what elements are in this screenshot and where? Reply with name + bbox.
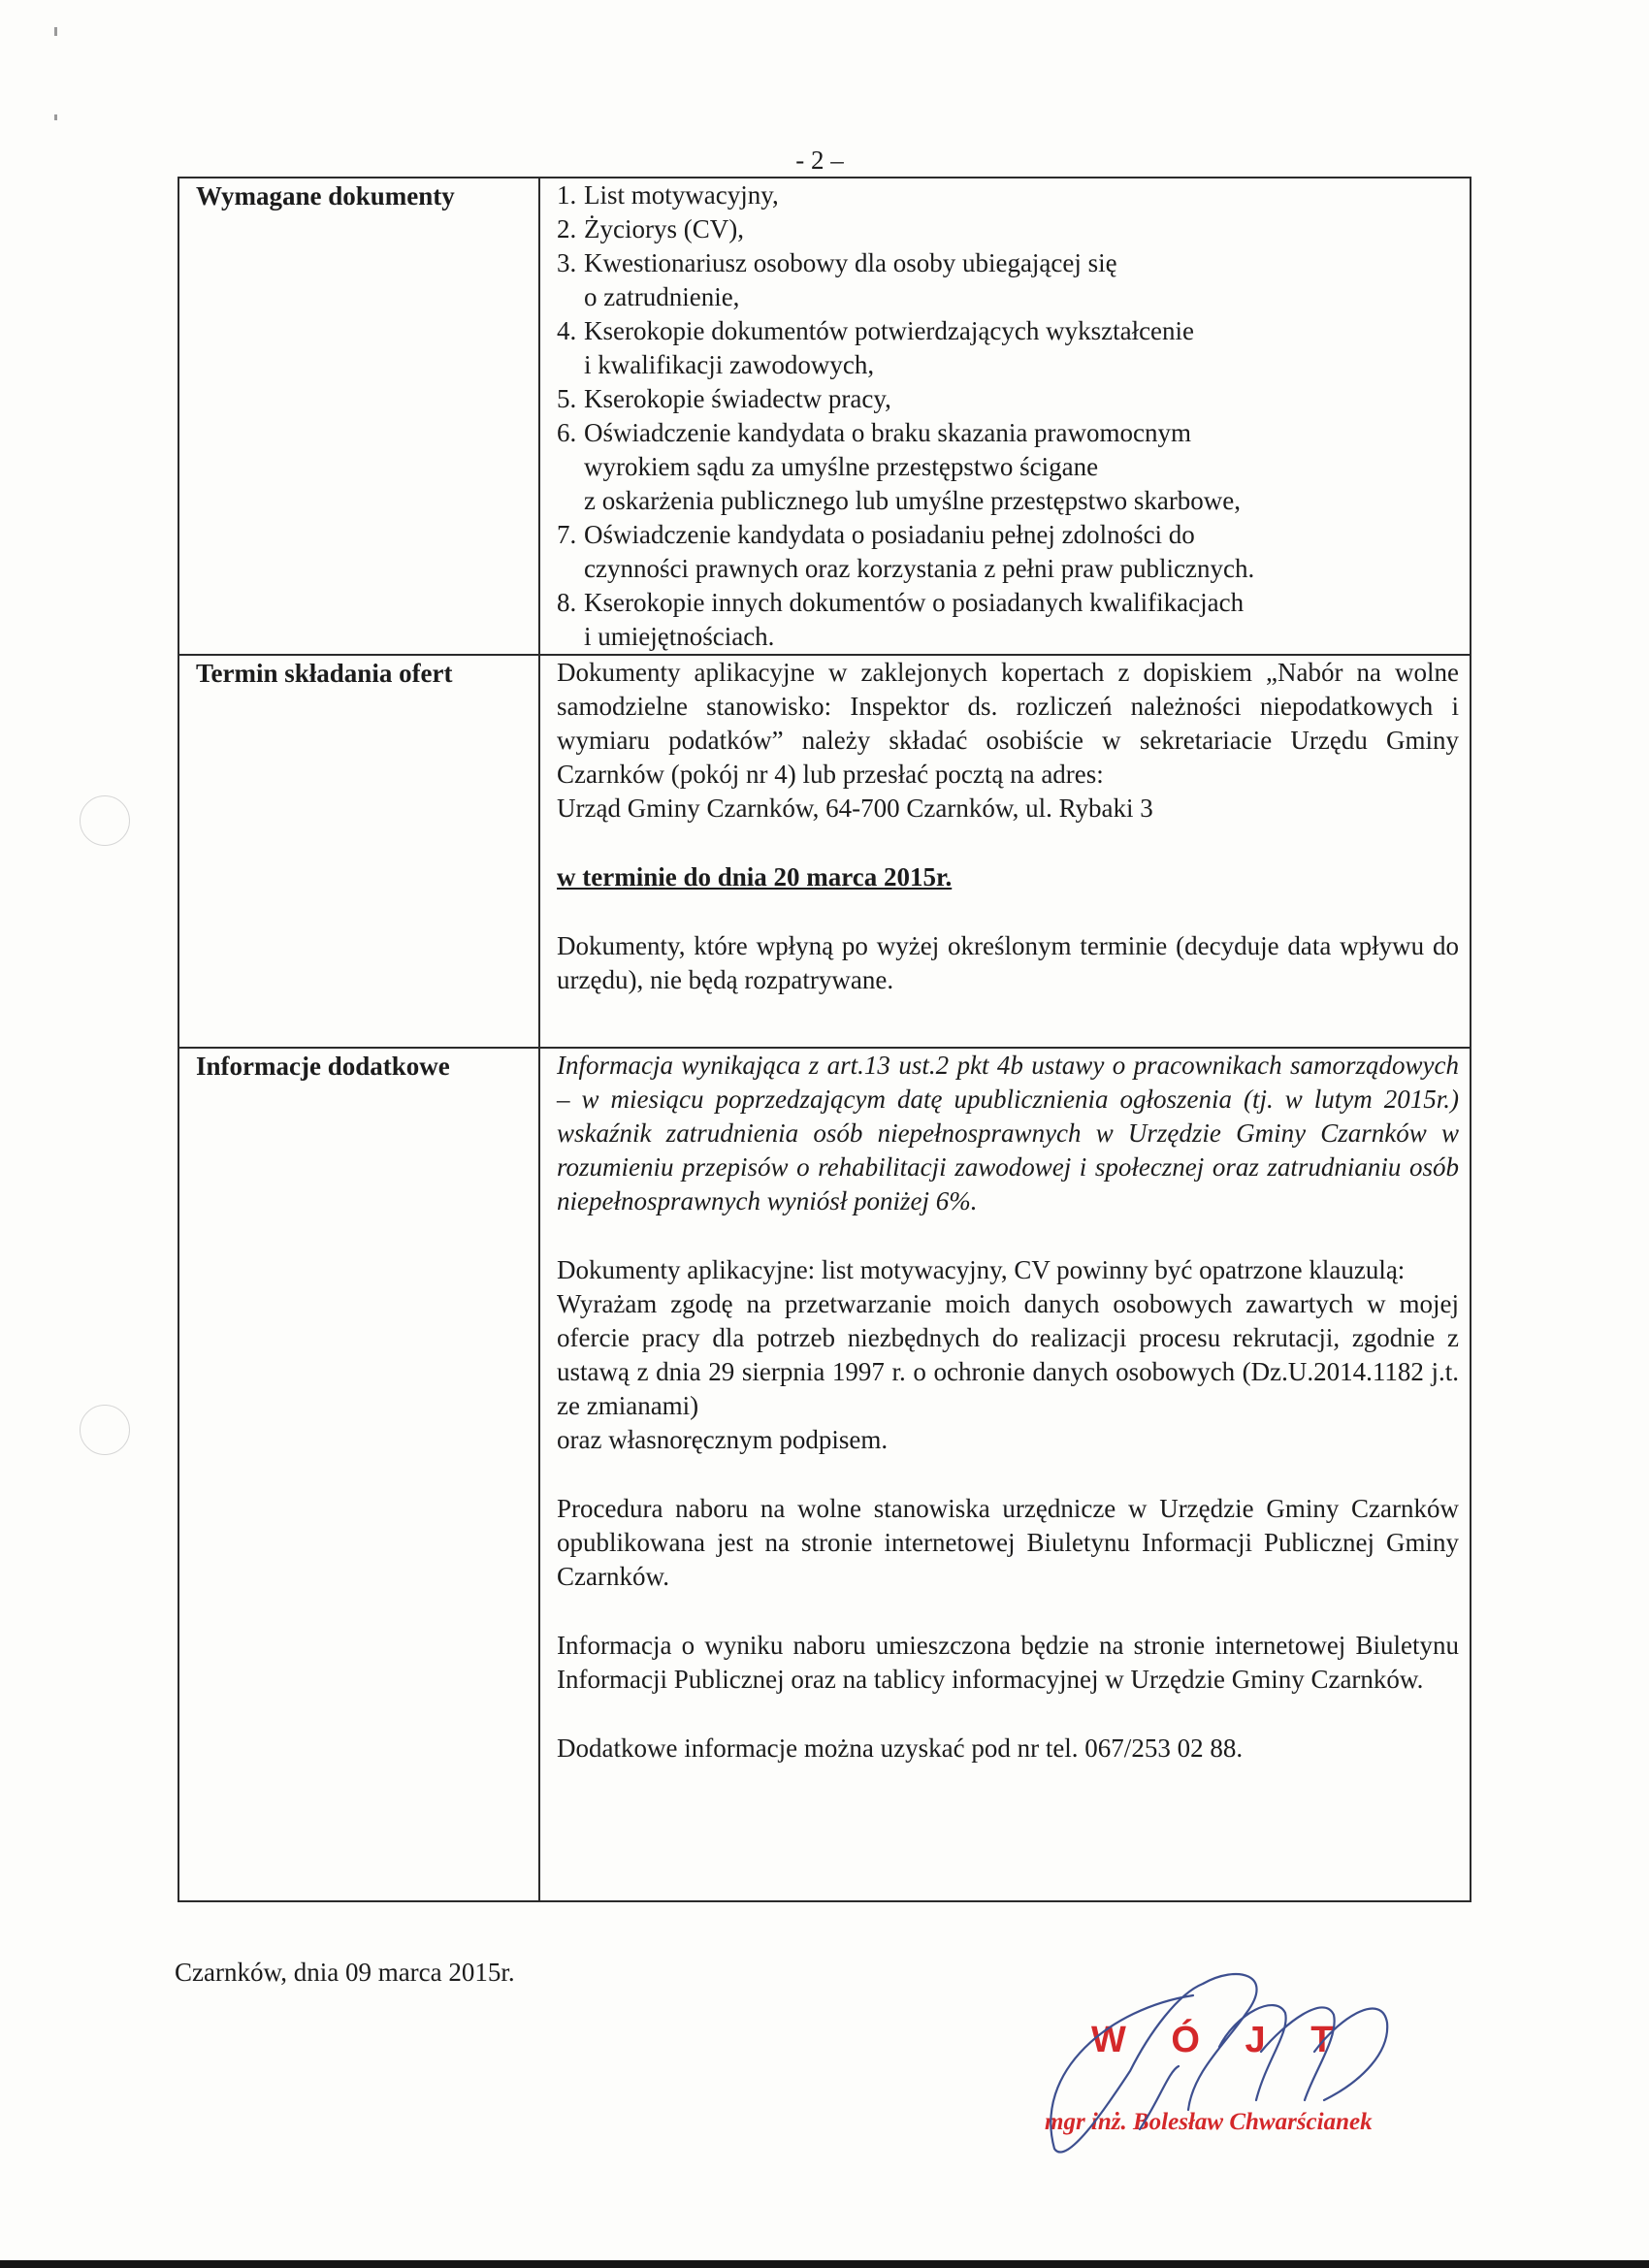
list-item-line: wyrokiem sądu za umyślne przestępstwo ścigane: [584, 452, 1099, 481]
row-label: Wymagane dokumenty: [178, 178, 539, 655]
list-item-line: List motywacyjny,: [584, 180, 779, 210]
list-item-line: z oskarżenia publicznego lub umyślne przestępstwo skarbowe,: [584, 486, 1242, 515]
list-item: [557, 314, 1459, 382]
stamp-title: W Ó J T: [1091, 2020, 1351, 2060]
list-item-number: 6.: [557, 418, 577, 447]
list-item: [557, 416, 1459, 518]
list-item: [557, 246, 1459, 314]
table-row: [178, 178, 1471, 655]
result-info: Informacja o wyniku naboru umieszczona będzie na stronie internetowej Biuletynu Informacji Publicznej oraz na tablicy informacyjnej w Urzędzie Gminy Czarnków.: [557, 1631, 1459, 1694]
deadline-date: w terminie do dnia 20 marca 2015r.: [557, 862, 953, 891]
list-item-line: Kserokopie dokumentów potwierdzających wykształcenie: [584, 316, 1195, 345]
announcement-table: [178, 177, 1471, 1902]
scan-tick: [54, 27, 57, 36]
list-item-line: i umiejętnościach.: [584, 622, 775, 651]
list-item-number: 8.: [557, 588, 577, 617]
row-content: [539, 1048, 1471, 1901]
list-item: [557, 586, 1459, 654]
row-label: Informacje dodatkowe: [178, 1048, 539, 1901]
list-item: [557, 518, 1459, 586]
list-item-line: Kserokopie innych dokumentów o posiadanych kwalifikacjach: [584, 588, 1245, 617]
list-item: [557, 178, 1459, 212]
list-item-number: 2.: [557, 214, 577, 243]
list-item-number: 3.: [557, 248, 577, 277]
list-item-line: Oświadczenie kandydata o posiadaniu pełnej zdolności do: [584, 520, 1195, 549]
disability-employment-info: Informacja wynikająca z art.13 ust.2 pkt 4b ustawy o pracownikach samorządowych – w miesiącu poprzedzającym datę upublicznienia ogłoszenia (tj. w lutym 2015r.) wskaźnik zatrudnienia osób niepełnosprawnych w Urzędzie Gminy Czarnków w rozumieniu przepisów o rehabilitacji zawodowej i społecznej oraz zatrudnianiu osób niepełnosprawnych wyniósł poniżej 6%.: [557, 1051, 1459, 1215]
list-item-line: czynności prawnych oraz korzystania z pełni praw publicznych.: [584, 554, 1255, 583]
list-item-line: Kwestionariusz osobowy dla osoby ubiegającej się: [584, 248, 1117, 277]
list-item: [557, 212, 1459, 246]
stamp-name: mgr inż. Bolesław Chwarścianek: [1045, 2109, 1373, 2135]
page-number: - 2 –: [795, 146, 844, 175]
office-address: Urząd Gminy Czarnków, 64-700 Czarnków, ul. Rybaki 3: [557, 794, 1153, 823]
scan-punch-hole: [80, 795, 130, 846]
procedure-info: Procedura naboru na wolne stanowiska urzędnicze w Urzędzie Gminy Czarnków opublikowana jest na stronie internetowej Biuletynu Informacji Publicznej Gminy Czarnków.: [557, 1494, 1459, 1591]
list-item-number: 4.: [557, 316, 577, 345]
list-item-line: i kwalifikacji zawodowych,: [584, 350, 875, 379]
list-item-line: Oświadczenie kandydata o braku skazania prawomocnym: [584, 418, 1192, 447]
clause-intro: Dokumenty aplikacyjne: list motywacyjny, CV powinny być opatrzone klauzulą:: [557, 1255, 1406, 1284]
scan-edge: [0, 2260, 1649, 2268]
list-item-number: 1.: [557, 180, 577, 210]
list-item-line: Kserokopie świadectw pracy,: [584, 384, 891, 413]
list-item-number: 5.: [557, 384, 577, 413]
row-content: [539, 655, 1471, 1048]
place-and-date: Czarnków, dnia 09 marca 2015r.: [175, 1958, 515, 1987]
scan-tick: [54, 114, 57, 120]
list-item-line: Życiorys (CV),: [584, 214, 744, 243]
contact-info: Dodatkowe informacje można uzyskać pod nr tel. 067/253 02 88.: [557, 1733, 1244, 1763]
signature-requirement: oraz własnoręcznym podpisem.: [557, 1425, 889, 1454]
scan-punch-hole: [80, 1405, 130, 1455]
table-row: [178, 1048, 1471, 1901]
list-item-number: 7.: [557, 520, 577, 549]
signature-stamp: [994, 1955, 1431, 2158]
row-label: Termin składania ofert: [178, 655, 539, 1048]
list-item: [557, 382, 1459, 416]
list-item-line: o zatrudnienie,: [584, 282, 740, 311]
required-documents-list: [557, 178, 1459, 654]
row-content: [539, 178, 1471, 655]
consent-clause: Wyrażam zgodę na przetwarzanie moich danych osobowych zawartych w mojej ofercie pracy dla potrzeb niezbędnych do realizacji procesu rekrutacji, zgodnie z ustawą z dnia 29 sierpnia 1997 r. o ochronie danych osobowych (Dz.U.2014.1182 j.t. ze zmianami): [557, 1289, 1459, 1420]
late-submission-note: Dokumenty, które wpłyną po wyżej określonym terminie (decyduje data wpływu do urzędu), nie będą rozpatrywane.: [557, 931, 1459, 994]
table-row: [178, 655, 1471, 1048]
submission-instructions: Dokumenty aplikacyjne w zaklejonych kopertach z dopiskiem „Nabór na wolne samodzielne stanowisko: Inspektor ds. rozliczeń należności niepodatkowych i wymiaru podatków” należy składać osobiście w sekretariacie Urzędu Gminy Czarnków (pokój nr 4) lub przesłać pocztą na adres:: [557, 658, 1459, 789]
